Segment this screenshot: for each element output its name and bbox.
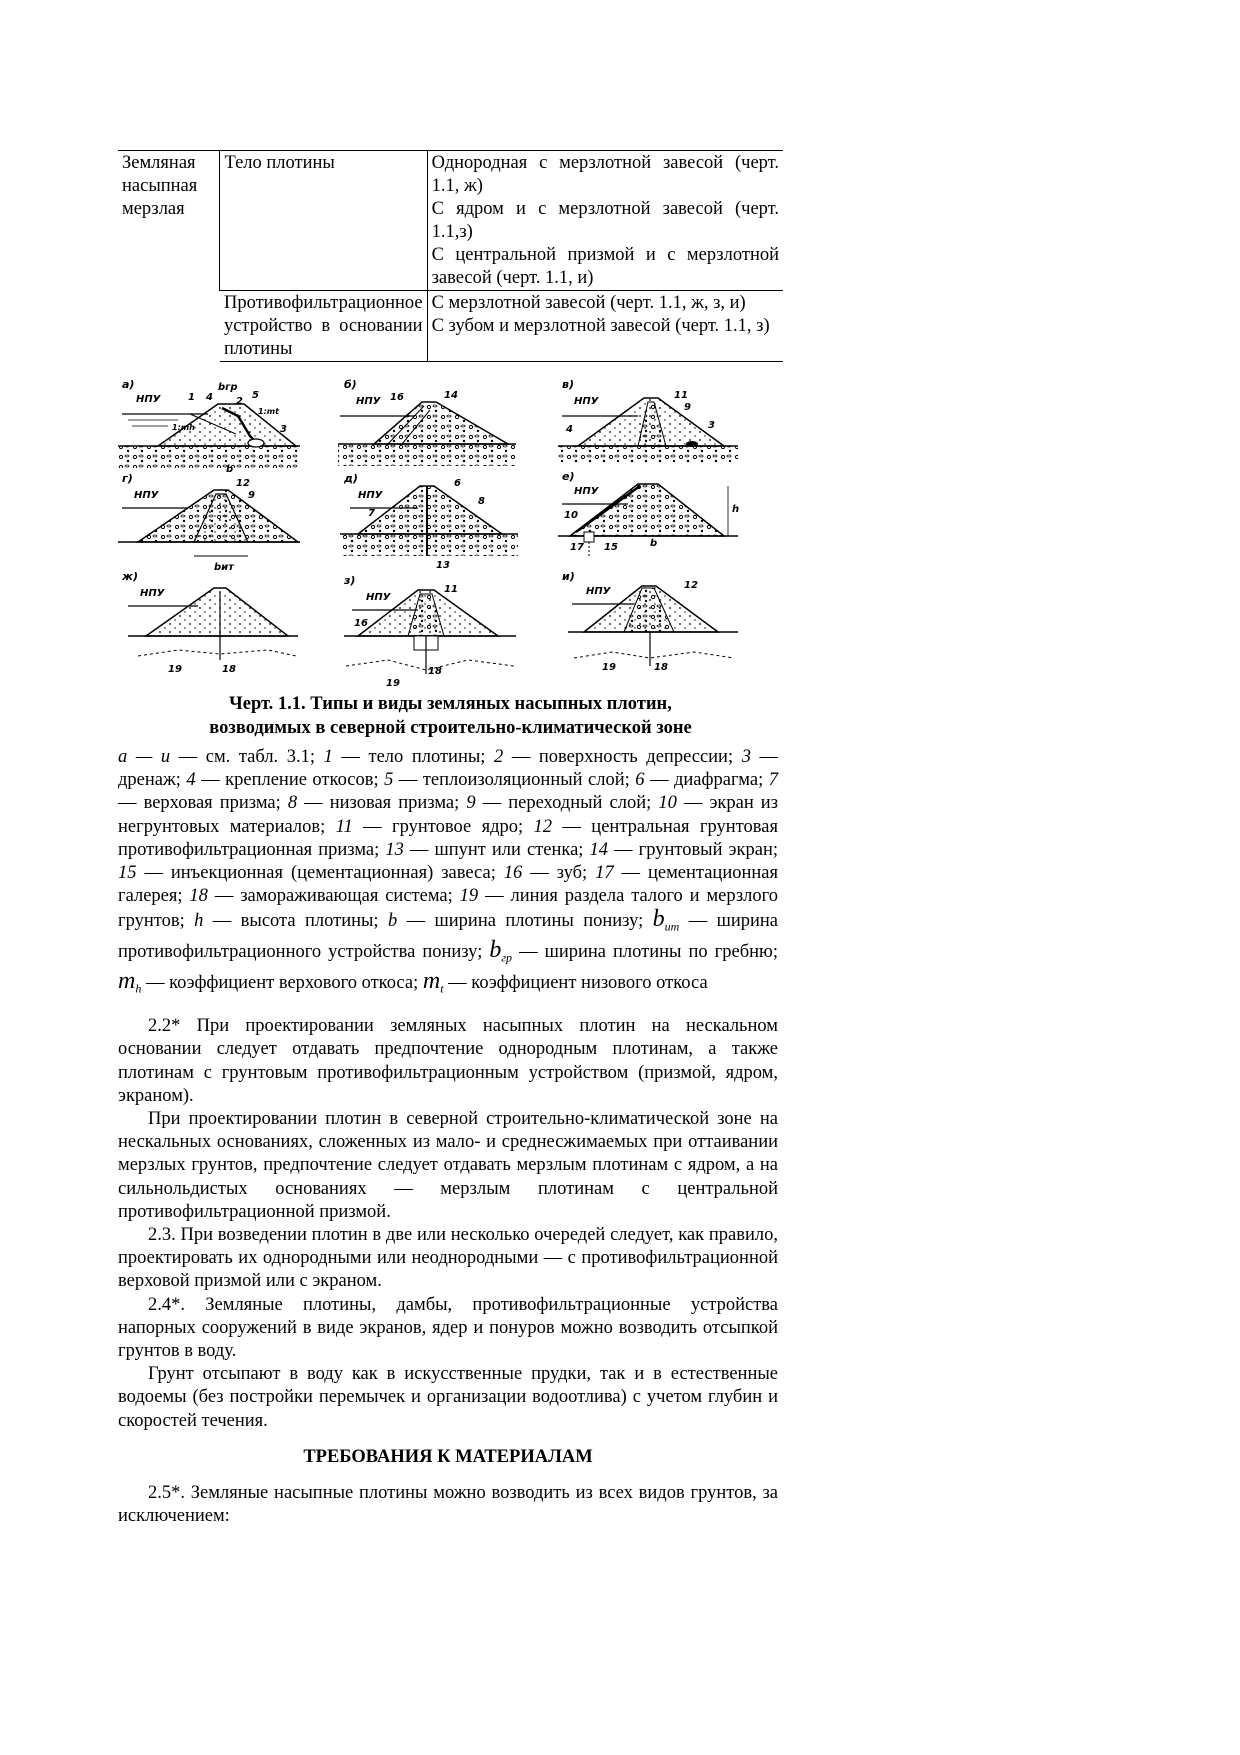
legend-text: — см. табл. 3.1; [170,747,324,767]
caption-line: Черт. 1.1. Типы и виды земляных насыпных плотин, [229,694,672,714]
legend-key: 1 [323,747,333,767]
legend-entry [118,968,423,996]
paragraph: 2.3. При возведении плотин в две или несколько очередей следует, как правило, проектировать их однородными или неоднородными — с противофильтрационной верховой призмой или с экраном. [118,1224,778,1292]
legend-key-subscript: t [440,981,444,996]
paragraph: 2.5*. Земляные насыпные плотины можно возводить из всех видов грунтов, за исключением: [118,1482,778,1526]
figure-label: 11 [674,390,688,401]
legend-entry [384,770,635,790]
figure-label: 11 [444,584,458,595]
panel-a [118,378,300,475]
variant-text: С зубом и мерзлотной завесой (черт. 1.1, з) [431,316,770,336]
panel-i [562,570,738,673]
figure-label: 3 [280,424,287,435]
section-heading: ТРЕБОВАНИЯ К МАТЕРИАЛАМ [303,1446,593,1467]
legend-text: — коэффициент верхового откоса; [141,973,423,994]
legend-key: 2 [494,747,504,767]
legend-key: b [652,906,665,933]
variant-text: С центральной призмой и с мерзлотной завесой (черт. 1.1, и) [431,245,779,288]
level-label: НПУ [586,586,611,597]
panel-g [118,472,300,573]
legend-text: — экран из негрунтовых материалов; [118,793,779,837]
panel-letter: д) [344,472,358,485]
figure-label: 4 [566,424,573,435]
legend-key: 12 [533,816,553,837]
figure-label: 12 [236,478,250,489]
figure-label: bит [214,562,234,573]
panel-letter: б) [344,378,357,391]
panel-letter: в) [562,378,574,391]
legend-entry [186,770,384,790]
legend-entry [336,817,534,837]
legend-text: — крепление откосов; [195,770,385,791]
legend-entry [388,911,653,931]
figure-label: 6 [454,478,461,489]
figure-label: 1 [188,392,195,403]
panel-v [558,378,738,464]
legend-text: — замораживающая система; [207,886,460,907]
legend-key: 13 [385,839,404,860]
legend-entry [466,793,658,813]
legend-entry [494,747,742,767]
figure-label: bгр [218,382,238,393]
level-label: НПУ [366,592,391,603]
figure-label: 5 [252,390,259,401]
legend-text: — грунтовое ядро; [352,816,534,837]
dam-types-figure [118,374,778,692]
figure-label: 13 [436,560,450,571]
variant-text: Однородная с мерзлотной завесой (черт. 1.1, ж) [431,153,779,196]
legend-key: 14 [589,839,608,860]
legend-entry [635,770,768,790]
legend-key: m [118,968,136,995]
legend-text: — диафрагма; [644,770,769,791]
level-label: НПУ [574,396,599,407]
variant-text: С ядром и с мерзлотной завесой (черт. 1.1,з) [431,199,779,242]
legend-text: — высота плотины; [203,911,388,932]
panel-letter: и) [562,570,575,583]
figure-label: 8 [478,496,485,507]
legend-key: 17 [595,863,614,884]
level-label: НПУ [134,490,159,501]
legend-key: m [422,968,441,995]
legend-key: 18 [189,886,208,907]
legend-text: — шпунт или стенка; [403,839,590,860]
variants-cell [427,151,783,291]
panel-letter: а) [122,378,135,391]
panel-letter: ж) [122,570,138,583]
legend-text: — грунтовый экран; [608,839,778,860]
legend-entry [504,863,595,883]
caption-line: возводимых в северной строительно-климатической зоне [209,718,692,738]
dam-type-cell: Земляная насыпная мерзлая [118,151,220,362]
figure-label: 10 [564,510,578,521]
figure-label: 18 [222,664,236,675]
paragraph: 2.4*. Земляные плотины, дамбы, противофильтрационные устройства напорных сооружений в виде экранов, ядер и понуров можно возводить отсыпкой грунтов в воду. [118,1294,778,1361]
legend-text: — коэффициент низового откоса [443,973,708,994]
variants-cell [427,291,783,362]
legend-entry [118,863,504,883]
panel-letter: е) [562,470,575,483]
legend-text: — центральная грунтовая противофильтрационная призма; [118,816,778,860]
legend-key: 5 [384,770,394,791]
figure-label: 16 [390,392,404,403]
legend-entry [118,747,324,767]
paragraph: Грунт отсыпают в воду как в искусственные прудки, так и в естественные водоемы (без постройки перемычек и организации водоотлива) с учетом глубин и скоростей течения. [118,1364,778,1431]
panel-b [338,378,516,466]
level-label: НПУ [136,394,161,405]
panel-zh [121,570,298,675]
legend-entry [324,747,494,767]
legend-key: 10 [658,793,677,814]
figure-label: 7 [368,508,375,519]
legend-key: h [194,911,204,932]
legend-key: 19 [459,886,479,907]
legend-key: 11 [335,816,353,837]
level-label: НПУ [356,396,381,407]
legend-key: 9 [466,793,476,814]
figure-label: 19 [168,664,182,675]
legend-key: 8 [287,793,298,814]
legend-text: — линия раздела талого и мерзлого грунтов; [118,886,778,932]
figure-label: 1:mt [258,407,279,416]
legend-text: — низовая призма; [297,793,467,814]
figure-label: 2 [236,396,243,407]
panel-d [340,472,518,571]
figure-label: 9 [248,490,255,501]
figure-label: 4 [206,392,213,403]
legend-entry [189,886,459,906]
panel-letter: г) [122,472,133,485]
document-page [118,150,778,1528]
legend-text: — ширина противофильтрационного устройства понизу; [118,911,779,963]
figure-label: 19 [602,662,616,673]
legend-entry [422,968,708,996]
figure-label: 14 [444,390,458,401]
legend-entry [385,840,589,860]
level-label: НПУ [358,490,383,501]
legend-text: — ширина плотины понизу; [397,911,653,932]
dam-types-table [118,150,783,362]
legend-text: — поверхность депрессии; [503,747,742,767]
legend-key: 16 [503,863,523,884]
paragraph: При проектировании плотин в северной строительно-климатической зоне на нескальных основаниях, сложенных из мало- и среднесжимаемых при оттаивании мерзлых грунтов, предпочтение следует отдавать мерзлым плотинам с ядром, а на сильнольдистых основаниях — мерзлым плотинам с центральной противофильтрационной призмой. [118,1108,778,1222]
legend-key: b [489,937,502,964]
figure-legend [118,746,778,1001]
panel-z [343,574,516,689]
figure-label: b [226,464,234,475]
legend-key: 3 [741,747,751,767]
legend-text: — цементационная галерея; [118,863,778,907]
legend-text: — переходный слой; [475,793,659,814]
legend-key: 4 [186,770,196,791]
legend-entry [288,793,467,813]
figure-label: 19 [386,678,400,689]
figure-label: 1:mh [172,423,195,432]
variant-text: С мерзлотной завесой (черт. 1.1, ж, з, и) [431,293,746,313]
legend-key: b [387,911,398,932]
legend-key: 7 [768,770,778,791]
legend-text: — верховая призма; [118,793,288,814]
figure-caption [118,692,783,740]
legend-text: — инъекционная (цементационная) завеса; [136,863,504,884]
figure-label: 15 [604,542,618,553]
legend-key-subscript: гр [501,951,513,965]
figure-label: 16 [354,618,368,629]
panel-e [558,470,739,556]
legend-text: — зуб; [522,863,596,884]
legend-key-subscript: ит [664,920,680,935]
figure-label: h [732,504,740,515]
dam-cross-sections-drawing [118,374,778,692]
figure-label: 17 [570,542,584,553]
figure-label: 18 [428,666,442,677]
figure-label: b [650,538,658,549]
figure-label: 12 [684,580,698,591]
legend-text: — тело плотины; [332,747,494,767]
legend-entry [489,937,778,965]
legend-text: — ширина плотины по гребню; [512,942,778,963]
level-label: НПУ [574,486,599,497]
legend-entry [194,911,388,931]
figure-label: 18 [654,662,668,673]
legend-key-subscript: h [135,981,142,996]
level-label: НПУ [140,588,165,599]
legend-key: а — и [118,747,171,767]
legend-key: 15 [118,863,137,884]
element-cell: Тело плотины [220,151,427,291]
paragraph: 2.2* При проектировании земляных насыпных плотин на нескальном основании следует отдавать предпочтение однородным плотинам, а также плотинам с грунтовым противофильтрационным устройством (призмой, ядром, экраном). [118,1016,778,1106]
legend-text: — теплоизоляционный слой; [393,770,636,791]
figure-label: 9 [684,402,691,413]
panel-letter: з) [344,574,356,587]
element-cell: Противофильтрационное устройство в основании плотины [220,291,427,362]
legend-key: 6 [635,770,645,791]
legend-text: — дренаж; [118,747,779,791]
figure-label: 3 [708,420,715,431]
legend-entry [590,840,779,860]
